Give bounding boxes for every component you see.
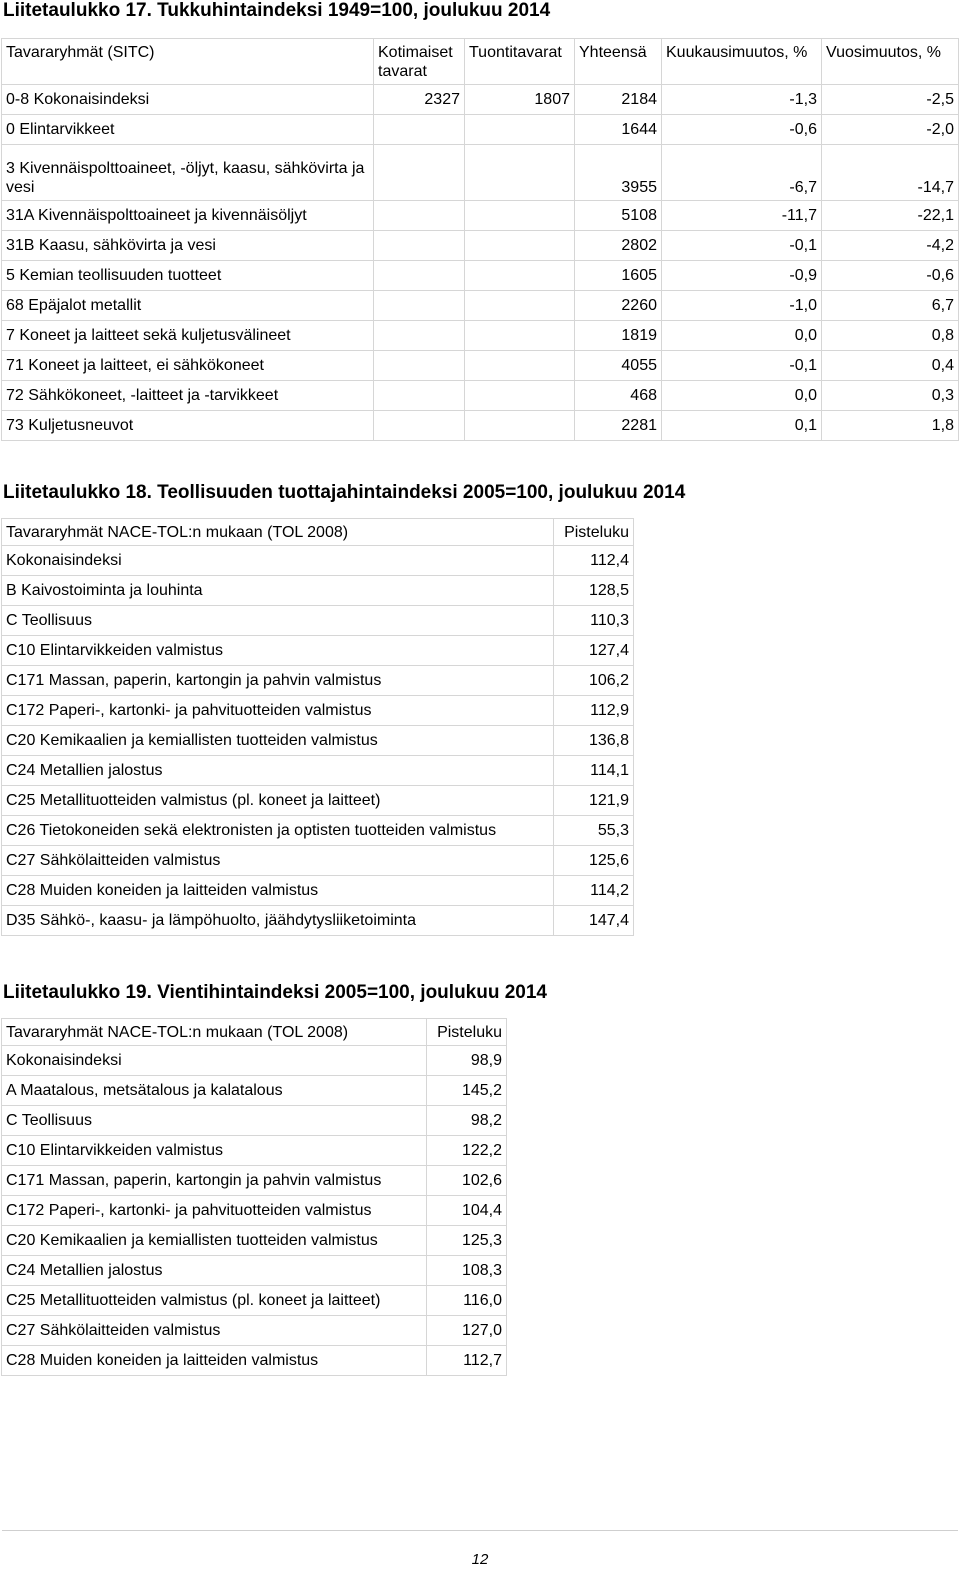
table-row (2, 381, 959, 411)
table-row (2, 115, 959, 145)
value-cell: 1,8 (822, 411, 959, 441)
table-row (2, 1226, 507, 1256)
value-cell (465, 115, 575, 145)
value-cell: 125,6 (554, 846, 634, 876)
table-row (2, 261, 959, 291)
value-cell (465, 291, 575, 321)
value-cell: 112,9 (554, 696, 634, 726)
row-label-cell: C171 Massan, paperin, kartongin ja pahvin valmistus (2, 666, 554, 696)
value-cell: 2327 (374, 85, 465, 115)
table-row (2, 411, 959, 441)
value-cell: 0,3 (822, 381, 959, 411)
value-cell: 114,1 (554, 756, 634, 786)
value-cell (374, 145, 465, 201)
value-cell (465, 381, 575, 411)
row-label-cell: C27 Sähkölaitteiden valmistus (2, 846, 554, 876)
table19-title: Liitetaulukko 19. Vientihintaindeksi 2005=100, joulukuu 2014 (3, 982, 547, 1003)
column-header: Pisteluku (554, 519, 634, 546)
value-cell (465, 321, 575, 351)
page-number: 12 (471, 1551, 489, 1568)
row-label-cell: C28 Muiden koneiden ja laitteiden valmistus (2, 876, 554, 906)
column-header: Tuontitavarat (465, 39, 575, 85)
value-cell (465, 201, 575, 231)
value-cell (374, 321, 465, 351)
table-row (2, 1076, 507, 1106)
value-cell: -1,3 (662, 85, 822, 115)
value-cell: 1807 (465, 85, 575, 115)
value-cell: 0,0 (662, 381, 822, 411)
value-cell: 145,2 (427, 1076, 507, 1106)
column-header: Tavararyhmät NACE-TOL:n mukaan (TOL 2008) (2, 519, 554, 546)
table-row (2, 786, 634, 816)
row-label-cell: 72 Sähkökoneet, -laitteet ja -tarvikkeet (2, 381, 374, 411)
table-row (2, 231, 959, 261)
value-cell (465, 261, 575, 291)
value-cell: 108,3 (427, 1256, 507, 1286)
row-label-cell: 0 Elintarvikkeet (2, 115, 374, 145)
row-label-cell: C171 Massan, paperin, kartongin ja pahvin valmistus (2, 1166, 427, 1196)
column-header: Kotimaiset tavarat (374, 39, 465, 85)
value-cell: 0,4 (822, 351, 959, 381)
wholesale-price-index-table (1, 38, 959, 441)
value-cell: 4055 (575, 351, 662, 381)
row-label-cell: C Teollisuus (2, 1106, 427, 1136)
row-label-cell: C24 Metallien jalostus (2, 1256, 427, 1286)
value-cell: 127,4 (554, 636, 634, 666)
footer-divider (2, 1530, 958, 1531)
table-row (2, 1346, 507, 1376)
table-row (2, 351, 959, 381)
row-label-cell: 68 Epäjalot metallit (2, 291, 374, 321)
table-row (2, 696, 634, 726)
value-cell: -11,7 (662, 201, 822, 231)
value-cell: -14,7 (822, 145, 959, 201)
table-row (2, 606, 634, 636)
value-cell: 110,3 (554, 606, 634, 636)
row-label-cell: Kokonaisindeksi (2, 546, 554, 576)
row-label-cell: D35 Sähkö-, kaasu- ja lämpöhuolto, jäähdytysliiketoiminta (2, 906, 554, 936)
row-label-cell: 3 Kivennäispolttoaineet, -öljyt, kaasu, sähkövirta ja vesi (2, 145, 374, 201)
value-cell: -0,6 (662, 115, 822, 145)
row-label-cell: C24 Metallien jalostus (2, 756, 554, 786)
row-label-cell: C172 Paperi-, kartonki- ja pahvituotteiden valmistus (2, 1196, 427, 1226)
value-cell: -2,0 (822, 115, 959, 145)
table18-title: Liitetaulukko 18. Teollisuuden tuottajahintaindeksi 2005=100, joulukuu 2014 (3, 482, 686, 503)
table-row (2, 576, 634, 606)
value-cell: 98,9 (427, 1046, 507, 1076)
table17-title: Liitetaulukko 17. Tukkuhintaindeksi 1949=100, joulukuu 2014 (3, 0, 551, 21)
row-label-cell: 31A Kivennäispolttoaineet ja kivennäisöljyt (2, 201, 374, 231)
value-cell: 0,8 (822, 321, 959, 351)
value-cell: 6,7 (822, 291, 959, 321)
value-cell (374, 261, 465, 291)
table-header-row (2, 519, 634, 546)
value-cell: 112,7 (427, 1346, 507, 1376)
table-row (2, 636, 634, 666)
table-row (2, 1256, 507, 1286)
table-header-row (2, 1019, 507, 1046)
column-header: Tavararyhmät NACE-TOL:n mukaan (TOL 2008) (2, 1019, 427, 1046)
value-cell: 147,4 (554, 906, 634, 936)
value-cell: 1644 (575, 115, 662, 145)
value-cell: -1,0 (662, 291, 822, 321)
table-row (2, 1166, 507, 1196)
value-cell (374, 351, 465, 381)
value-cell: 116,0 (427, 1286, 507, 1316)
producer-price-index-table (1, 518, 634, 936)
value-cell: 98,2 (427, 1106, 507, 1136)
value-cell: -22,1 (822, 201, 959, 231)
column-header: Yhteensä (575, 39, 662, 85)
table-row (2, 876, 634, 906)
value-cell (374, 381, 465, 411)
row-label-cell: 31B Kaasu, sähkövirta ja vesi (2, 231, 374, 261)
value-cell: 128,5 (554, 576, 634, 606)
row-label-cell: C26 Tietokoneiden sekä elektronisten ja optisten tuotteiden valmistus (2, 816, 554, 846)
table-row (2, 546, 634, 576)
row-label-cell: C27 Sähkölaitteiden valmistus (2, 1316, 427, 1346)
value-cell: 2184 (575, 85, 662, 115)
column-header: Pisteluku (427, 1019, 507, 1046)
value-cell: 5108 (575, 201, 662, 231)
value-cell: 2281 (575, 411, 662, 441)
value-cell: 104,4 (427, 1196, 507, 1226)
export-price-index-table (1, 1018, 507, 1376)
value-cell: 122,2 (427, 1136, 507, 1166)
table-header-row (2, 39, 959, 85)
row-label-cell: C10 Elintarvikkeiden valmistus (2, 636, 554, 666)
table-row (2, 906, 634, 936)
table-row (2, 1136, 507, 1166)
row-label-cell: 71 Koneet ja laitteet, ei sähkökoneet (2, 351, 374, 381)
table-row (2, 145, 959, 201)
row-label-cell: 73 Kuljetusneuvot (2, 411, 374, 441)
table-row (2, 816, 634, 846)
table-row (2, 201, 959, 231)
value-cell: 114,2 (554, 876, 634, 906)
row-label-cell: C25 Metallituotteiden valmistus (pl. koneet ja laitteet) (2, 786, 554, 816)
value-cell: 127,0 (427, 1316, 507, 1346)
row-label-cell: Kokonaisindeksi (2, 1046, 427, 1076)
value-cell: -6,7 (662, 145, 822, 201)
value-cell (374, 115, 465, 145)
table-row (2, 291, 959, 321)
table-row (2, 1106, 507, 1136)
table-row (2, 1316, 507, 1346)
value-cell: 136,8 (554, 726, 634, 756)
table-row (2, 756, 634, 786)
table-row (2, 846, 634, 876)
table-row (2, 1196, 507, 1226)
column-header: Tavararyhmät (SITC) (2, 39, 374, 85)
value-cell (465, 411, 575, 441)
value-cell (374, 291, 465, 321)
table-row (2, 726, 634, 756)
table-row (2, 1286, 507, 1316)
column-header: Vuosimuutos, % (822, 39, 959, 85)
row-label-cell: C20 Kemikaalien ja kemiallisten tuotteiden valmistus (2, 726, 554, 756)
row-label-cell: A Maatalous, metsätalous ja kalatalous (2, 1076, 427, 1106)
value-cell: 55,3 (554, 816, 634, 846)
value-cell: 2802 (575, 231, 662, 261)
table-row (2, 85, 959, 115)
value-cell: -0,1 (662, 231, 822, 261)
value-cell: 2260 (575, 291, 662, 321)
value-cell (374, 231, 465, 261)
value-cell (465, 145, 575, 201)
value-cell: -0,9 (662, 261, 822, 291)
table-row (2, 1046, 507, 1076)
row-label-cell: C25 Metallituotteiden valmistus (pl. koneet ja laitteet) (2, 1286, 427, 1316)
value-cell: 102,6 (427, 1166, 507, 1196)
row-label-cell: C20 Kemikaalien ja kemiallisten tuotteiden valmistus (2, 1226, 427, 1256)
value-cell: 468 (575, 381, 662, 411)
row-label-cell: 5 Kemian teollisuuden tuotteet (2, 261, 374, 291)
row-label-cell: C172 Paperi-, kartonki- ja pahvituotteiden valmistus (2, 696, 554, 726)
value-cell: -0,1 (662, 351, 822, 381)
value-cell: 0,0 (662, 321, 822, 351)
row-label-cell: C Teollisuus (2, 606, 554, 636)
value-cell (465, 231, 575, 261)
row-label-cell: 0-8 Kokonaisindeksi (2, 85, 374, 115)
row-label-cell: C10 Elintarvikkeiden valmistus (2, 1136, 427, 1166)
value-cell (465, 351, 575, 381)
row-label-cell: 7 Koneet ja laitteet sekä kuljetusvälineet (2, 321, 374, 351)
value-cell (374, 201, 465, 231)
value-cell: 3955 (575, 145, 662, 201)
value-cell: -0,6 (822, 261, 959, 291)
row-label-cell: C28 Muiden koneiden ja laitteiden valmistus (2, 1346, 427, 1376)
table-row (2, 321, 959, 351)
value-cell: 1605 (575, 261, 662, 291)
row-label-cell: B Kaivostoiminta ja louhinta (2, 576, 554, 606)
value-cell: -4,2 (822, 231, 959, 261)
value-cell: 0,1 (662, 411, 822, 441)
value-cell: 106,2 (554, 666, 634, 696)
table-row (2, 666, 634, 696)
value-cell: 1819 (575, 321, 662, 351)
value-cell: 121,9 (554, 786, 634, 816)
value-cell: 112,4 (554, 546, 634, 576)
value-cell: -2,5 (822, 85, 959, 115)
column-header: Kuukausimuutos, % (662, 39, 822, 85)
value-cell (374, 411, 465, 441)
value-cell: 125,3 (427, 1226, 507, 1256)
